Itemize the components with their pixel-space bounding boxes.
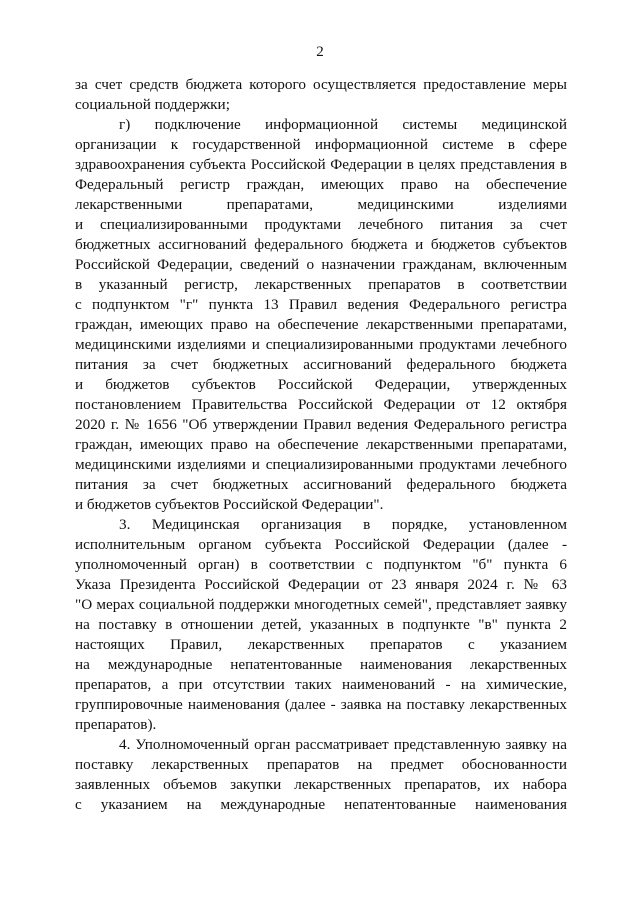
text-line: граждан, имеющих право на обеспечение лекарственными препаратами, xyxy=(75,316,567,333)
text-line: медицинскими изделиями и специализированными продуктами лечебного xyxy=(75,456,567,473)
text-line: на поставку в отношении детей, указанных в подпункте "в" пункта 2 xyxy=(75,616,567,633)
text-line: препаратов). xyxy=(75,716,157,733)
text-line: Федеральный регистр граждан, имеющих право на обеспечение xyxy=(75,176,567,193)
text-line: с подпунктом "г" пункта 13 Правил ведения Федерального регистра xyxy=(75,296,567,313)
text-line: и специализированными продуктами лечебного питания за счет xyxy=(75,216,567,233)
text-line: питания за счет бюджетных ассигнований федерального бюджета xyxy=(75,356,567,373)
text-line: в указанный регистр, лекарственных препаратов в соответствии xyxy=(75,276,567,293)
text-line: группировочные наименования (далее - заявка на поставку лекарственных xyxy=(75,696,567,713)
text-line: за счет средств бюджета которого осуществляется предоставление меры xyxy=(75,76,567,93)
text-line: питания за счет бюджетных ассигнований федерального бюджета xyxy=(75,476,567,493)
text-line: постановлением Правительства Российской Федерации от 12 октября xyxy=(75,396,567,413)
text-line: на международные непатентованные наименования лекарственных xyxy=(75,656,567,673)
text-line: уполномоченный орган) в соответствии с подпунктом "б" пункта 6 xyxy=(75,556,567,573)
text-line: организации к государственной информационной системе в сфере xyxy=(75,136,567,153)
text-line: препаратов, а при отсутствии таких наименований - на химические, xyxy=(75,676,567,693)
text-line: 3. Медицинская организация в порядке, установленном xyxy=(119,516,567,533)
text-line: граждан, имеющих право на обеспечение лекарственными препаратами, xyxy=(75,436,567,453)
text-line: здравоохранения субъекта Российской Федерации в целях представления в xyxy=(75,156,567,173)
text-line: медицинскими изделиями и специализированными продуктами лечебного xyxy=(75,336,567,353)
text-line: г) подключение информационной системы медицинской xyxy=(119,116,567,133)
text-line: заявленных объемов закупки лекарственных препаратов, их набора xyxy=(75,776,567,793)
text-line: "О мерах социальной поддержки многодетных семей", представляет заявку xyxy=(75,596,567,613)
text-line: Указа Президента Российской Федерации от 23 января 2024 г. № 63 xyxy=(75,576,567,593)
text-line: социальной поддержки; xyxy=(75,96,230,113)
text-line: поставку лекарственных препаратов на предмет обоснованности xyxy=(75,756,567,773)
text-line: и бюджетов субъектов Российской Федерации". xyxy=(75,496,384,513)
text-line: лекарственными препаратами, медицинскими изделиями xyxy=(75,196,567,213)
text-line: бюджетных ассигнований федерального бюджета и бюджетов субъектов xyxy=(75,236,567,253)
document-text-body xyxy=(75,75,567,815)
page-number: 2 xyxy=(316,44,324,60)
text-line: настоящих Правил, лекарственных препаратов с указанием xyxy=(75,636,567,653)
text-line: Российской Федерации, сведений о назначении гражданам, включенным xyxy=(75,256,567,273)
text-line: исполнительным органом субъекта Российской Федерации (далее - xyxy=(75,536,567,553)
text-line: 2020 г. № 1656 "Об утверждении Правил ведения Федерального регистра xyxy=(75,416,567,433)
text-line: с указанием на международные непатентованные наименования xyxy=(75,796,567,813)
text-line: и бюджетов субъектов Российской Федерации, утвержденных xyxy=(75,376,567,393)
text-line: 4. Уполномоченный орган рассматривает представленную заявку на xyxy=(119,736,567,753)
